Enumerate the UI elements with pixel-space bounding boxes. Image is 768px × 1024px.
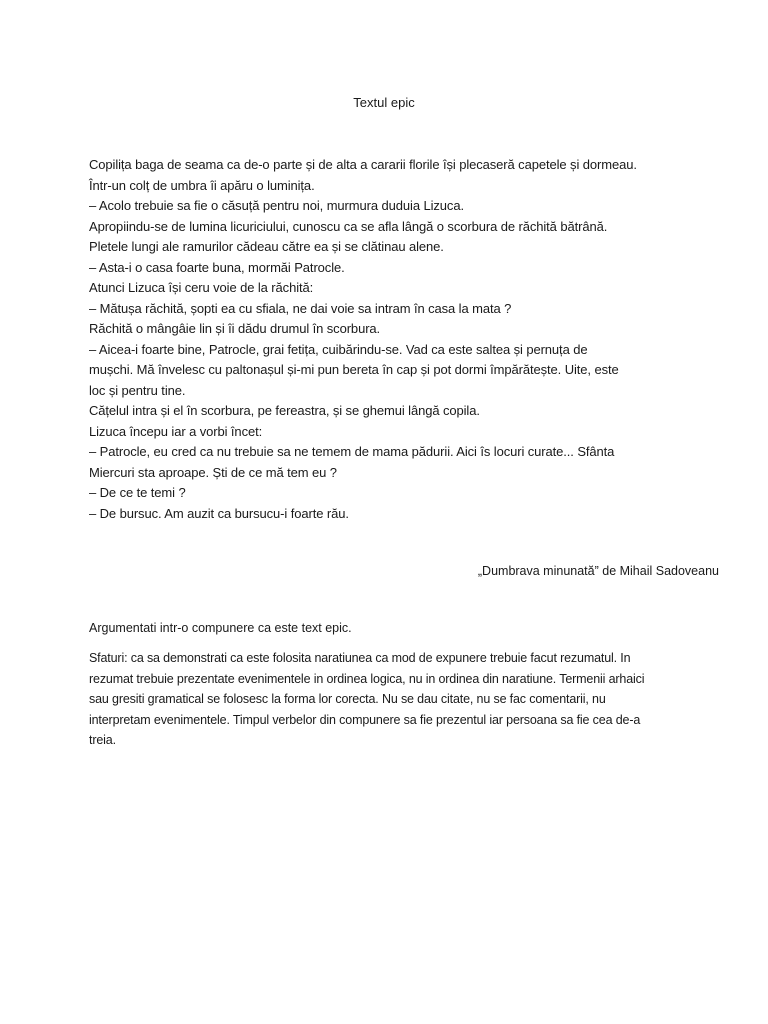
story-passage [89, 155, 729, 524]
passage-line: mușchi. Mă învelesc cu paltonașul și-mi pun bereta în cap și pot dormi împărătește. Uite, este [89, 362, 619, 377]
passage-line: Într-un colț de umbra îi apăru o luminița. [89, 177, 315, 193]
passage-line: Apropiindu-se de lumina licuriciului, cunoscu ca se afla lângă o scorbura de răchită bătrână. [89, 218, 608, 234]
passage-line: Pletele lungi ale ramurilor cădeau către ea și se clătinau alene. [89, 239, 444, 254]
passage-line: – De ce te temi ? [89, 485, 186, 500]
advice-line: Sfaturi: ca sa demonstrati ca este folosita naratiunea ca mod de expunere trebuie facut rezumatul. In [89, 651, 631, 665]
passage-line: – Mătușa răchită, șopti ea cu sfiala, ne dai voie sa intram în casa la mata ? [89, 300, 512, 316]
passage-line: – Aicea-i foarte bine, Patrocle, grai fetița, cuibărindu-se. Vad ca este saltea și pernuța de [89, 341, 588, 357]
passage-line: Miercuri sta aproape. Ști de ce mă tem eu ? [89, 464, 337, 480]
advice-line: sau gresiti gramatical se folosesc la forma lor corecta. Nu se dau citate, nu se fac comentarii, nu [89, 692, 606, 706]
source-citation: „Dumbrava minunată” de Mihail Sadoveanu [477, 564, 719, 578]
advice-line: rezumat trebuie prezentate evenimentele in ordinea logica, nu in ordinea din naratiune. Termenii arhaici [89, 671, 645, 686]
passage-line: – Acolo trebuie sa fie o căsuță pentru noi, murmura duduia Lizuca. [89, 198, 464, 213]
passage-line: Copilița baga de seama ca de-o parte și de alta a cararii florile își plecaseră capetele și dormeau. [89, 157, 637, 172]
passage-line: Atunci Lizuca își ceru voie de la răchită: [89, 280, 314, 295]
passage-line: – Asta-i o casa foarte buna, mormăi Patrocle. [89, 259, 345, 275]
assignment-task: Argumentati intr-o compunere ca este text epic. [89, 621, 352, 635]
advice-paragraph [89, 648, 729, 751]
advice-line: treia. [89, 733, 116, 747]
document-title: Textul epic [353, 95, 415, 110]
passage-line: – De bursuc. Am auzit ca bursucu-i foarte rău. [89, 505, 349, 521]
passage-line: Cățelul intra și el în scorbura, pe fereastra, și se ghemui lângă copila. [89, 403, 480, 418]
advice-line: interpretam evenimentele. Timpul verbelor din compunere sa fie prezentul iar persoana sa fie cea de-a [89, 712, 641, 727]
passage-line: Răchită o mângâie lin și îi dădu drumul în scorbura. [89, 321, 381, 336]
passage-line: loc și pentru tine. [89, 382, 186, 398]
passage-line: – Patrocle, eu cred ca nu trebuie sa ne temem de mama pădurii. Aici îs locuri curate... Sfânta [89, 444, 615, 459]
passage-line: Lizuca începu iar a vorbi încet: [89, 423, 263, 439]
